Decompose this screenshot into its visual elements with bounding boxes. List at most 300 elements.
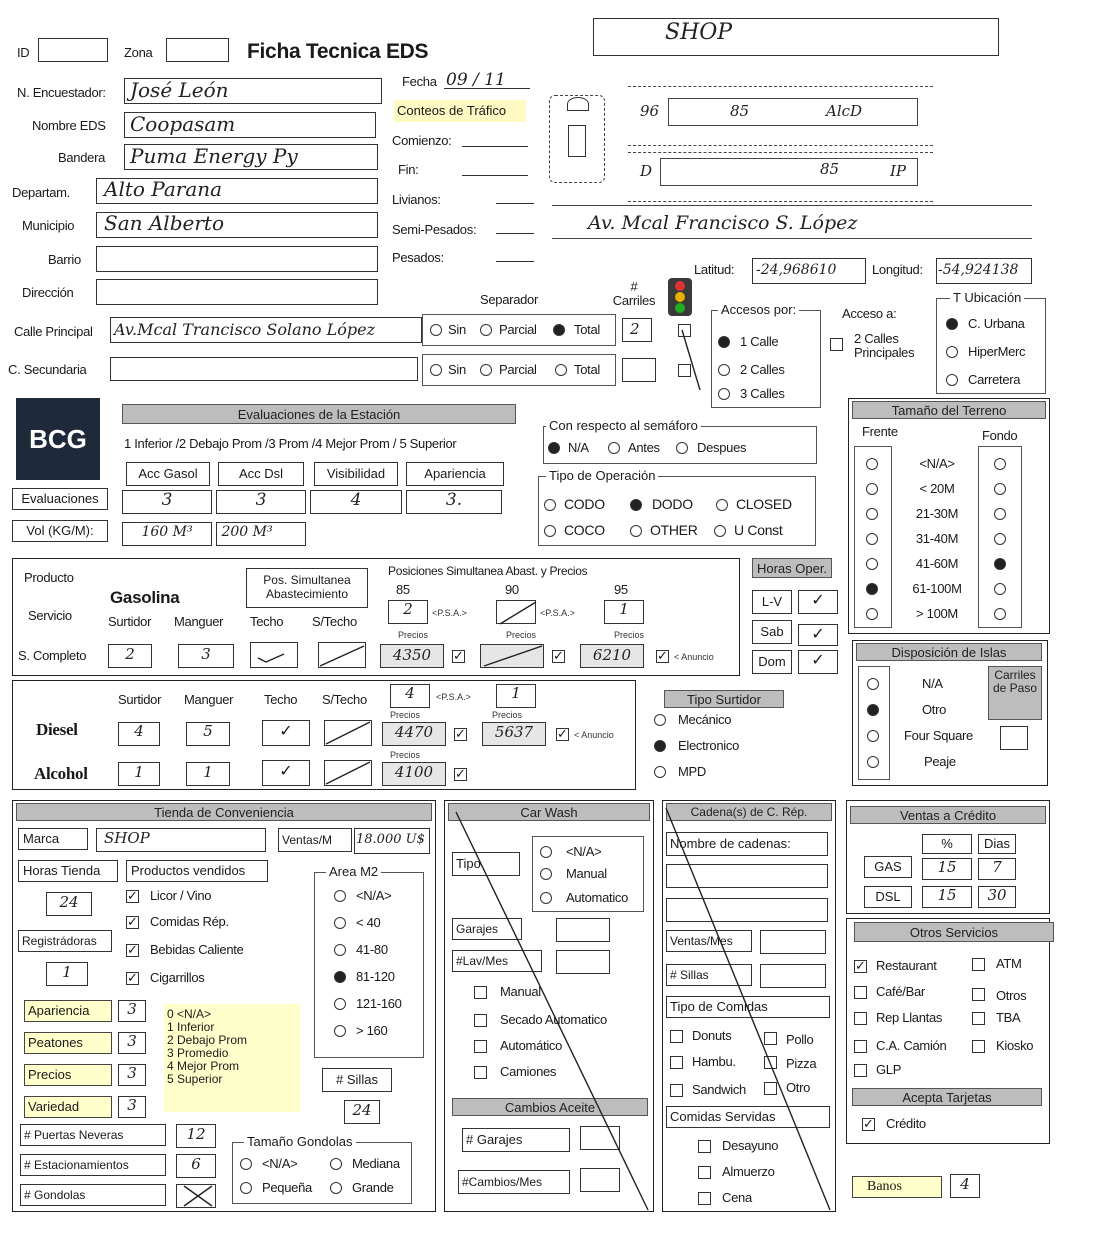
evaluaciones-title: Evaluaciones de la Estación [122,404,516,424]
longitud-value: -54,924138 [938,262,1019,278]
cw-c2-checkbox[interactable] [474,1014,487,1027]
evaluaciones-row-label: Evaluaciones [12,488,108,510]
pump1-left: 96 [640,102,660,120]
hambu-checkbox[interactable] [670,1056,683,1069]
gasolina-label: Gasolina [110,588,180,607]
atm-checkbox[interactable] [972,958,985,971]
alc-techo-check[interactable]: ✓ [262,760,310,786]
sc-surtidor-value: 2 [125,645,135,663]
dsl-price1-checkbox[interactable]: ✓ [455,726,466,741]
islas-otro-radio[interactable] [867,704,879,716]
op-codo-radio[interactable] [544,499,556,511]
registradoras-label: Registrádoras [18,930,112,952]
area-a1-radio[interactable] [334,890,346,902]
ubicacion-urbana-radio[interactable] [946,318,958,330]
glp-checkbox[interactable] [854,1064,867,1077]
ubicacion-label: T Ubicación [950,290,1024,305]
vol-gasol-value: 160 M³ [141,524,193,540]
prod-comidas-label: Comidas Rép. [150,914,229,929]
pump2-left: D [640,162,653,180]
barrio-field[interactable] [96,246,378,272]
cadenas-nombre-field-2[interactable] [666,898,828,922]
otro-checkbox[interactable] [764,1082,777,1095]
alc-surt-value: 1 [134,763,144,781]
variedad-label: Variedad [24,1096,112,1118]
donuts-checkbox[interactable] [670,1030,683,1043]
direccion-label: Dirección [22,285,74,300]
acceso-a-option: 2 Calles Principales [854,331,915,360]
operacion-label: Tipo de Operación [546,468,658,483]
semaforo-principal-checkbox[interactable] [678,324,691,337]
sep-p-total-label: Total [574,322,600,337]
credito-gas-label: GAS [864,856,912,878]
id-field[interactable] [38,38,108,62]
credito-checkbox[interactable]: ✓ [863,1116,874,1131]
cw-c3-checkbox[interactable] [474,1040,487,1053]
precios-90-label: Precios [506,630,537,640]
terreno-title: Tamaño del Terreno [852,401,1046,419]
gond-na-label: <N/A> [262,1156,298,1171]
departam-value: Alto Parana [104,177,223,201]
municipio-label: Municipio [22,218,75,233]
marca-label: Marca [18,828,88,850]
ubicacion-urbana-label: C. Urbana [968,316,1025,331]
cambios-title: Cambios Aceite [452,1098,648,1116]
kiosko-checkbox[interactable] [972,1040,985,1053]
pump2-island [660,158,918,186]
op-coco-radio[interactable] [544,525,556,537]
otros-title: Otros Servicios [854,922,1054,942]
livianos-label: Livianos: [392,192,441,207]
ts-electronico-label: Electronico [678,738,740,753]
cw-auto-radio[interactable] [540,892,552,904]
acceso-2-radio[interactable] [718,364,730,376]
carriles-secundaria-field[interactable] [622,358,656,382]
dsl-stecho-field[interactable] [324,720,372,746]
lamp-sketch-icon [567,97,589,111]
sep-s-sin-label: Sin [448,362,466,377]
gond-peq-radio[interactable] [240,1182,252,1194]
credito-dias-col: Dias [978,834,1016,854]
cw-auto-label: Automatico [566,890,629,905]
alc-precios-label: Precios [390,750,421,760]
ventas-m-value: 18.000 U$ [356,832,425,847]
fondo-radio[interactable] [994,583,1006,595]
alc-price-value: 4100 [394,763,434,781]
direccion-field[interactable] [96,279,378,305]
cadenas-sillas-field[interactable] [760,964,826,988]
prod-bebidas-label: Bebidas Caliente [150,942,244,957]
horas-lv-check[interactable]: ✓ [798,590,838,614]
zona-label: Zona [124,45,153,60]
frente-radio[interactable] [866,583,878,595]
ventas-m-label: Ventas/M [278,828,352,852]
gondolas-tamano-label: Tamaño Gondolas [244,1134,356,1149]
sep-s-parcial-radio[interactable] [480,364,492,376]
op-closed-label: CLOSED [736,496,792,512]
fondo-radio[interactable] [994,483,1006,495]
oct-90: 90 [505,582,519,597]
almuerzo-label: Almuerzo [722,1164,775,1179]
vol-row-label: Vol (KG/M): [12,520,108,542]
otros-label: Otros [996,988,1027,1003]
pump1-right: AlcD [826,102,863,120]
calle-secundaria-field[interactable] [110,357,418,381]
islas-title: Disposición de Islas [856,643,1042,661]
gondolas-label: # Gondolas [20,1184,166,1206]
cw-c2-label: Secado Automatico [500,1012,607,1027]
eval-acc-dsl-value: 3 [255,490,267,510]
frente-radio[interactable] [866,483,878,495]
fondo-label: Fondo [982,428,1018,443]
eval-visibilidad-value: 4 [350,490,362,510]
shop-field[interactable] [593,18,999,56]
cadenas-nombre-label: Nombre de cadenas: [666,832,828,856]
variedad-value: 3 [127,1096,137,1114]
prod-licor-label: Licor / Vino [150,888,212,903]
cambios-garajes-field[interactable] [580,1126,620,1150]
fondo-radio[interactable] [994,558,1006,570]
gond-na-radio[interactable] [240,1158,252,1170]
alcohol-label: Alcohol [34,764,88,783]
acceso-3-label: 3 Calles [740,386,785,401]
dsl-price1-value: 4470 [394,723,434,741]
gondolas-field[interactable] [176,1184,216,1208]
atm-label: ATM [996,956,1022,971]
horas-tienda-label: Horas Tienda [18,860,118,882]
acceso-a-checkbox[interactable] [830,338,843,351]
acceso-a-label: Acceso a: [842,306,897,321]
sep-p-total-radio[interactable] [553,324,565,336]
cw-c4-checkbox[interactable] [474,1066,487,1079]
kiosko-label: Kiosko [996,1038,1034,1053]
alc-stecho-field[interactable] [324,760,372,786]
area-a3-radio[interactable] [334,944,346,956]
semaforo-na-label: N/A [568,440,589,455]
sandwich-label: Sandwich [692,1082,746,1097]
sep-s-parcial-label: Parcial [499,362,537,377]
eval-acc-gasol-value: 3 [161,490,173,510]
op-codo-label: CODO [564,496,605,512]
cambios-mes-field[interactable] [580,1168,620,1192]
pizza-label: Pizza [786,1056,817,1071]
sep-p-sin-radio[interactable] [430,324,442,336]
donuts-label: Donuts [692,1028,732,1043]
comidas-servidas-label: Comidas Servidas [666,1106,830,1128]
alc-price-checkbox[interactable]: ✓ [455,766,466,781]
area-a4-radio[interactable] [334,971,346,983]
frente-radio[interactable] [866,508,878,520]
sc-techo-field[interactable] [250,642,298,668]
pos-95-value: 1 [619,600,629,618]
gond-med-radio[interactable] [330,1158,342,1170]
dsl-pos1-value: 4 [405,684,415,702]
semaforo-antes-label: Antes [628,440,660,455]
op-closed-radio[interactable] [716,499,728,511]
fondo-radio[interactable] [994,533,1006,545]
dsl-mang-value: 5 [203,722,213,740]
ts-mpd-label: MPD [678,764,706,779]
acceso-3-radio[interactable] [718,388,730,400]
tienda-scale-legend [164,1004,300,1112]
apariencia-label: Apariencia [24,1000,112,1022]
barrio-label: Barrio [48,252,81,267]
precios-value: 3 [127,1064,137,1082]
acceso-1-label: 1 Calle [740,334,779,349]
pollo-label: Pollo [786,1032,814,1047]
cw-c1-label: Manual [500,984,541,999]
credito-gas-dias-value: 7 [992,858,1002,876]
col-acc-dsl: Acc Dsl [218,462,304,486]
peatones-label: Peatones [24,1032,112,1054]
precios-label: Precios [24,1064,112,1086]
sep-s-total-label: Total [574,362,600,377]
terreno-size-label: <N/A> [919,456,955,471]
ubicacion-carretera-radio[interactable] [946,374,958,386]
tba-checkbox[interactable] [972,1012,985,1025]
semaforo-antes-radio[interactable] [608,442,620,454]
islas-na-label: N/A [922,676,943,691]
terreno-size-label: 61-100M [912,581,962,596]
psa-2: <P.S.A.> [540,608,575,618]
cadenas-ventas-field[interactable] [760,930,826,954]
price-90-field[interactable] [480,644,544,668]
comienzo-label: Comienzo: [392,133,452,148]
dsl-techo-check[interactable]: ✓ [262,720,310,746]
credito-label: Crédito [886,1116,926,1131]
pollo-checkbox[interactable] [764,1032,777,1045]
restaurant-checkbox[interactable]: ✓ [855,958,866,973]
price-85-checkbox[interactable]: ✓ [453,648,464,663]
col-acc-gasol: Acc Gasol [126,462,210,486]
sillas-label: # Sillas [322,1068,392,1092]
ca-label: C.A. Camión [876,1038,947,1053]
ts-mecanico-label: Mecánico [678,712,732,727]
islas-four-radio[interactable] [867,730,879,742]
cafe-checkbox[interactable] [854,986,867,999]
cw-garajes-field[interactable] [556,918,610,942]
fecha-label: Fecha [402,74,437,89]
apariencia-value: 3 [127,1000,137,1018]
gas-manguer-col: Manguer [174,614,224,629]
alc-mang-value: 1 [203,763,213,781]
op-other-radio[interactable] [630,525,642,537]
islas-peaje-label: Peaje [924,754,956,769]
posiciones-label: Posiciones Simultanea Abast. y Precios [388,564,588,578]
dsl-price2-value: 5637 [494,723,534,741]
sillas-value: 24 [352,1101,372,1119]
rep-label: Rep Llantas [876,1010,943,1025]
shop-value: SHOP [665,20,733,45]
calle-secundaria-label: C. Secundaria [8,362,87,377]
cw-c3-label: Automático [500,1038,563,1053]
zona-field[interactable] [166,38,229,62]
credito-title: Ventas a Crédito [850,806,1046,824]
cw-c1-checkbox[interactable] [474,986,487,999]
horas-dom-check[interactable]: ✓ [798,650,838,674]
acceso-2-label: 2 Calles [740,362,785,377]
area-a3-label: 41-80 [356,942,388,957]
carriles-principal-value: 2 [630,320,640,338]
frente-radio[interactable] [866,533,878,545]
oct-85: 85 [396,582,410,597]
cadenas-nombre-field-1[interactable] [666,864,828,888]
oct-95: 95 [614,582,628,597]
marca-value: SHOP [104,829,150,847]
cena-label: Cena [722,1190,752,1205]
op-coco-label: COCO [564,522,605,538]
semaforo-na-radio[interactable] [548,442,560,454]
gond-gra-label: Grande [352,1180,394,1195]
s-completo-label: S. Completo [18,648,87,663]
area-a1-label: <N/A> [356,888,392,903]
credito-gas-pct-value: 15 [937,858,957,876]
pesados-label: Pesados: [392,250,444,265]
carriles-label: # Carriles [612,279,656,308]
anuncio-checkbox[interactable]: ✓ [657,648,668,663]
prod-bebidas-checkbox[interactable]: ✓ [127,942,138,957]
puertas-label: # Puertas Neveras [20,1124,166,1146]
op-dodo-radio[interactable] [630,499,642,511]
pizza-checkbox[interactable] [764,1056,777,1069]
cw-c4-label: Camiones [500,1064,557,1079]
gas-techo-col: Techo [250,614,284,629]
carwash-title: Car Wash [448,803,650,821]
tipo-surtidor-title: Tipo Surtidor [664,690,784,708]
restaurant-label: Restaurant [876,958,937,973]
semaforo-despues-radio[interactable] [676,442,688,454]
pos-90-field[interactable] [496,600,536,624]
banos-value: 4 [960,1175,970,1193]
cadenas-sillas-label: # Sillas [666,964,752,986]
sep-p-parcial-label: Parcial [499,322,537,337]
sc-stecho-field[interactable] [318,642,366,668]
sep-p-parcial-radio[interactable] [480,324,492,336]
cw-na-radio[interactable] [540,846,552,858]
gas-stecho-col: S/Techo [312,614,357,629]
cena-checkbox[interactable] [698,1192,711,1205]
fondo-radio[interactable] [994,608,1006,620]
cw-manual-label: Manual [566,866,607,881]
peatones-value: 3 [127,1032,137,1050]
area-a6-label: > 160 [356,1023,388,1038]
tipo-comidas-label: Tipo de Comidas [666,996,830,1018]
pos-simultanea-label: Pos. Simultanea Abastecimiento [246,568,368,608]
ts-mecanico-radio[interactable] [654,714,666,726]
pump2-mid: 85 [820,160,840,178]
gond-peq-label: Pequeña [262,1180,312,1195]
nombre-eds-label: Nombre EDS [32,118,106,133]
prod-cigarrillos-label: Cigarrillos [150,970,205,985]
cw-manual-radio[interactable] [540,868,552,880]
terreno-size-label: 31-40M [915,531,959,546]
cw-garajes-label: Garajes [452,918,522,940]
desayuno-checkbox[interactable] [698,1140,711,1153]
horas-sab-label: Sab [752,620,792,644]
dsl-precios-2: Precios [492,710,523,720]
islas-na-radio[interactable] [867,678,879,690]
area-a5-radio[interactable] [334,998,346,1010]
col-apariencia: Apariencia [406,462,504,486]
ts-mpd-radio[interactable] [654,766,666,778]
door-sketch-icon [568,125,586,157]
ubicacion-hiper-radio[interactable] [946,346,958,358]
sep-s-sin-radio[interactable] [430,364,442,376]
dsl-anuncio-checkbox[interactable]: ✓ [557,726,568,741]
estac-label: # Estacionamientos [20,1154,166,1176]
credito-pct-col: % [922,834,972,854]
ts-electronico-radio[interactable] [654,740,666,752]
cadenas-ventas-label: Ventas/Mes [666,930,752,952]
longitud-label: Longitud: [872,262,923,277]
islas-peaje-radio[interactable] [867,756,879,768]
ca-checkbox[interactable] [854,1040,867,1053]
prod-cigarrillos-checkbox[interactable]: ✓ [127,970,138,985]
street-value: Av. Mcal Francisco S. López [588,212,858,234]
horas-sab-check[interactable]: ✓ [798,624,838,646]
area-a5-label: 121-160 [356,996,402,1011]
encuestador-value: José León [130,78,229,102]
area-a2-radio[interactable] [334,917,346,929]
banos-label: Banos [852,1176,942,1198]
almuerzo-checkbox[interactable] [698,1166,711,1179]
cw-na-label: <N/A> [566,844,602,859]
fondo-radio[interactable] [994,458,1006,470]
scale-3: 3 Promedio [167,1046,229,1060]
price-90-checkbox[interactable]: ✓ [553,648,564,663]
op-uconst-radio[interactable] [714,525,726,537]
cambios-garajes-label: # Garajes [462,1128,570,1152]
vol-dsl-value: 200 M³ [221,524,273,540]
prod-comidas-checkbox[interactable]: ✓ [127,914,138,929]
dsl-anuncio-label: < Anuncio [574,730,614,740]
otros-checkbox[interactable] [972,988,985,1001]
latitud-label: Latitud: [694,262,735,277]
dsl-psa: <P.S.A.> [436,692,471,702]
scale-2: 2 Debajo Prom [167,1033,248,1047]
frente-radio[interactable] [866,458,878,470]
carriles-paso-field[interactable] [1000,726,1028,750]
bcg-logo: BCG [16,398,100,480]
desayuno-label: Desayuno [722,1138,779,1153]
sep-s-total-radio[interactable] [555,364,567,376]
tarjetas-title: Acepta Tarjetas [852,1088,1042,1106]
frente-radio[interactable] [866,608,878,620]
sandwich-checkbox[interactable] [670,1084,683,1097]
acceso-1-radio[interactable] [718,336,730,348]
cw-tipo-label: Tipo [452,852,520,876]
scale-4: 4 Mejor Prom [167,1059,240,1073]
psa-1: <P.S.A.> [432,608,467,618]
fondo-radio[interactable] [994,508,1006,520]
price-85-value: 4350 [392,646,432,664]
scale-5: 5 Superior [167,1072,223,1086]
horas-dom-label: Dom [752,650,792,674]
anuncio-label: < Anuncio [674,652,714,662]
rep-checkbox[interactable] [854,1012,867,1025]
semaforo-label: Con respecto al semáforo [546,418,701,433]
frente-radio[interactable] [866,558,878,570]
area-a6-radio[interactable] [334,1025,346,1037]
semaforo-secundaria-checkbox[interactable] [678,364,691,377]
dsl-surt-value: 4 [134,722,144,740]
pump1-island [668,98,918,126]
cw-lav-field[interactable] [556,950,610,974]
gond-gra-radio[interactable] [330,1182,342,1194]
otro-label: Otro [786,1080,811,1095]
prod-licor-checkbox[interactable]: ✓ [127,888,138,903]
registradoras-value: 1 [62,963,72,981]
